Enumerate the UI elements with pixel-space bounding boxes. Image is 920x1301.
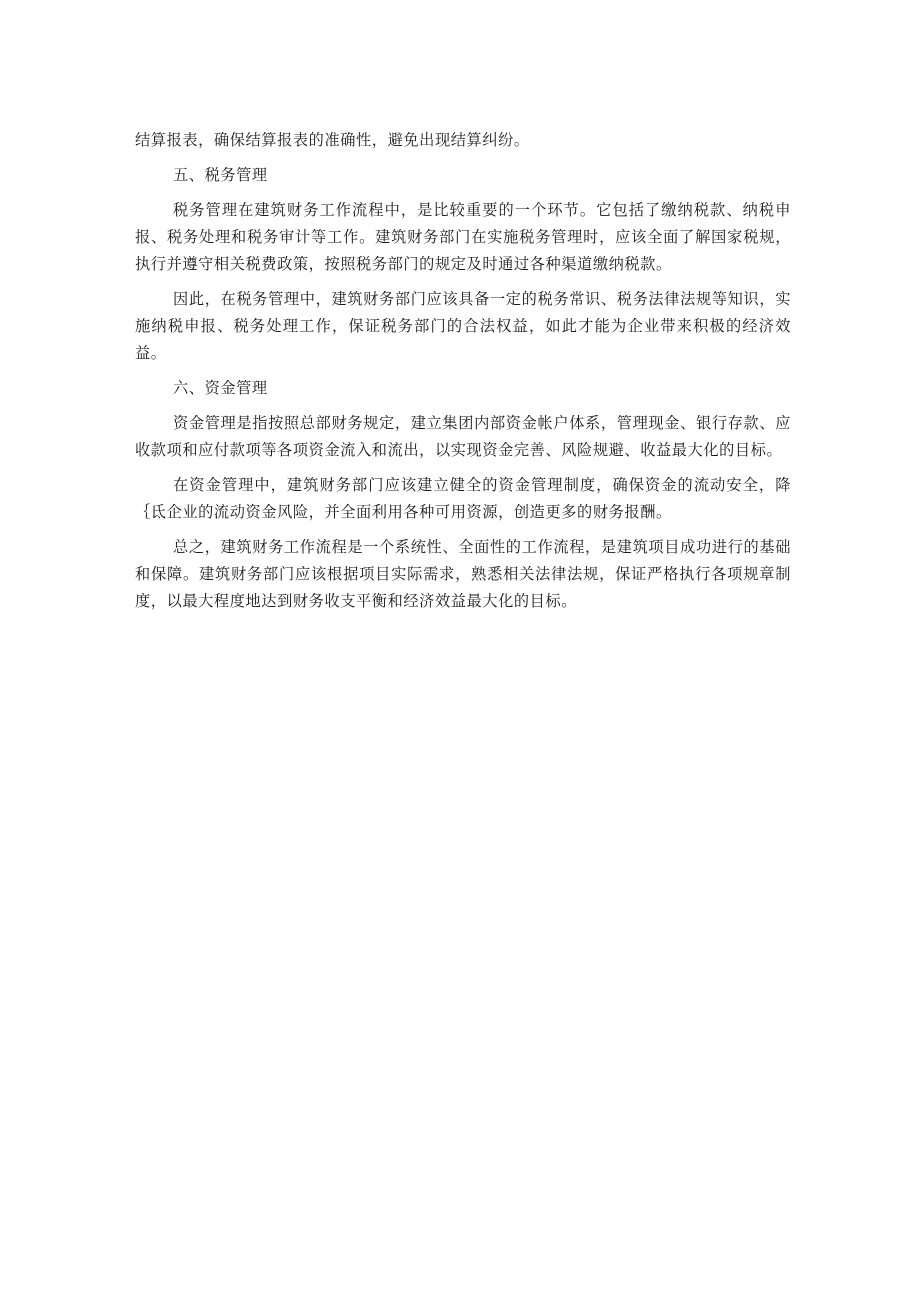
paragraph-tax-requirements: 因此，在税务管理中，建筑财务部门应该具备一定的税务常识、税务法律法规等知识，实施纳税申报、税务处理工作，保证税务部门的合法权益，如此才能为企业带来积极的经济效益。	[135, 290, 791, 362]
paragraph-funds-system: 在资金管理中，建筑财务部门应该建立健全的资金管理制度，确保资金的流动安全，降｛氐企业的流动资金风险，并全面利用各种可用资源，创造更多的财务报酬。	[135, 476, 791, 521]
paragraph-tax-overview: 税务管理在建筑财务工作流程中，是比较重要的一个环节。它包括了缴纳税款、纳税申报、税务处理和税务审计等工作。建筑财务部门在实施税务管理时，应该全面了解国家税规，执行并遵守相关税费政策，按照税务部门的规定及时通过各种渠道缴纳税款。	[135, 201, 791, 273]
paragraph-continuation: 结算报表，确保结算报表的准确性，避免出现结算纠纷。	[135, 131, 530, 149]
document-body	[135, 127, 791, 615]
section-heading-funds: 六、资金管理	[173, 379, 268, 397]
paragraph-summary: 总之，建筑财务工作流程是一个系统性、全面性的工作流程，是建筑项目成功进行的基础和保障。建筑财务部门应该根据项目实际需求，熟悉相关法律法规，保证严格执行各项规章制度，以最大程度地达到财务收支平衡和经济效益最大化的目标。	[135, 538, 791, 610]
section-heading-tax: 五、税务管理	[173, 166, 268, 184]
paragraph-funds-overview: 资金管理是指按照总部财务规定，建立集团内部资金帐户体系，管理现金、银行存款、应收款项和应付款项等各项资金流入和流出，以实现资金完善、风险规避、收益最大化的目标。	[135, 414, 791, 459]
